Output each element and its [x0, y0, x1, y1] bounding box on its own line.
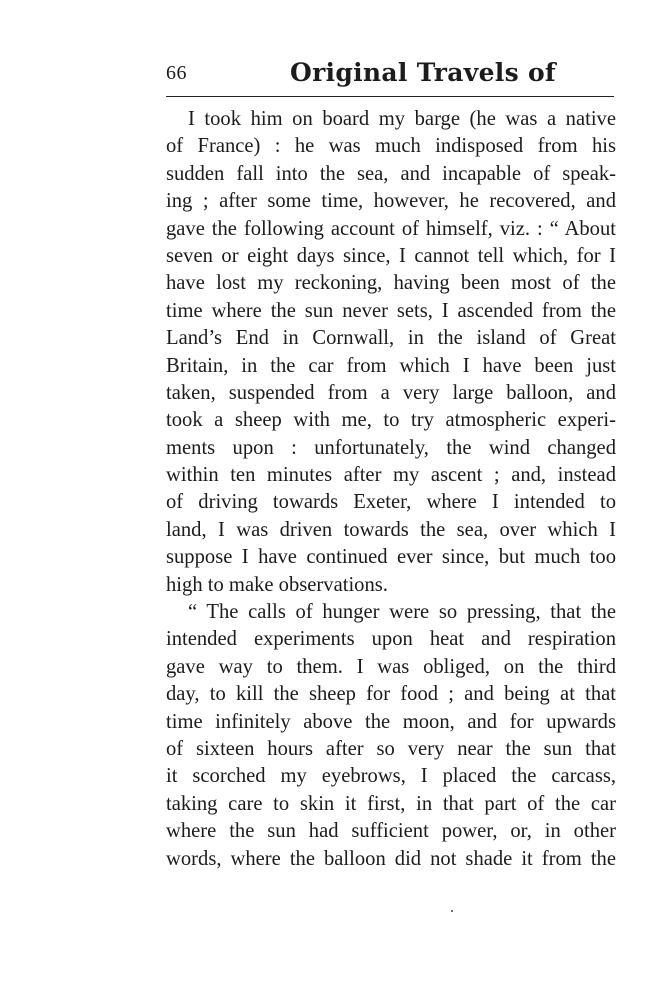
- running-head: [166, 58, 614, 92]
- text-line: Britain, in the car from which I have been just: [166, 354, 616, 377]
- text-line: ing ; after some time, however, he recovered, and: [166, 190, 616, 213]
- text-line: gave way to them. I was obliged, on the third: [166, 655, 616, 678]
- text-line: sudden fall into the sea, and incapable of speak-: [166, 162, 616, 185]
- text-line: time infinitely above the moon, and for upwards: [166, 710, 616, 733]
- text-line: “ The calls of hunger were so pressing, that the: [188, 601, 616, 624]
- paper-speck: [451, 910, 453, 912]
- text-line: high to make observations.: [166, 573, 388, 596]
- body-text: [166, 106, 616, 873]
- text-line: intended experiments upon heat and respiration: [166, 628, 616, 651]
- text-line: words, where the balloon did not shade it from the: [166, 847, 616, 870]
- text-line: of sixteen hours after so very near the sun that: [166, 737, 616, 760]
- running-title: Original Travels of: [290, 58, 556, 87]
- text-line: gave the following account of himself, viz. : “ About: [166, 217, 616, 240]
- text-line: ments upon : unfortunately, the wind changed: [166, 436, 616, 459]
- text-line: taking care to skin it first, in that part of the car: [166, 792, 616, 815]
- text-line: I took him on board my barge (he was a native: [188, 108, 616, 130]
- text-line: within ten minutes after my ascent ; and, instead: [166, 464, 616, 487]
- text-line: time where the sun never sets, I ascended from the: [166, 299, 616, 322]
- text-line: of France) : he was much indisposed from his: [166, 135, 616, 158]
- text-line: suppose I have continued ever since, but much too: [166, 546, 616, 569]
- text-line: of driving towards Exeter, where I intended to: [166, 491, 616, 514]
- text-line: where the sun had sufficient power, or, in other: [166, 820, 616, 843]
- text-line: seven or eight days since, I cannot tell which, for I: [166, 244, 616, 267]
- text-line: have lost my reckoning, having been most of the: [166, 272, 616, 295]
- page-number: 66: [166, 62, 187, 84]
- text-line: Land’s End in Cornwall, in the island of Great: [166, 327, 616, 350]
- text-line: land, I was driven towards the sea, over which I: [166, 518, 616, 541]
- text-line: took a sheep with me, to try atmospheric experi-: [166, 409, 616, 432]
- text-line: taken, suspended from a very large balloon, and: [166, 381, 616, 404]
- header-rule: [166, 96, 614, 97]
- text-line: it scorched my eyebrows, I placed the carcass,: [166, 765, 616, 788]
- text-line: day, to kill the sheep for food ; and being at that: [166, 683, 616, 706]
